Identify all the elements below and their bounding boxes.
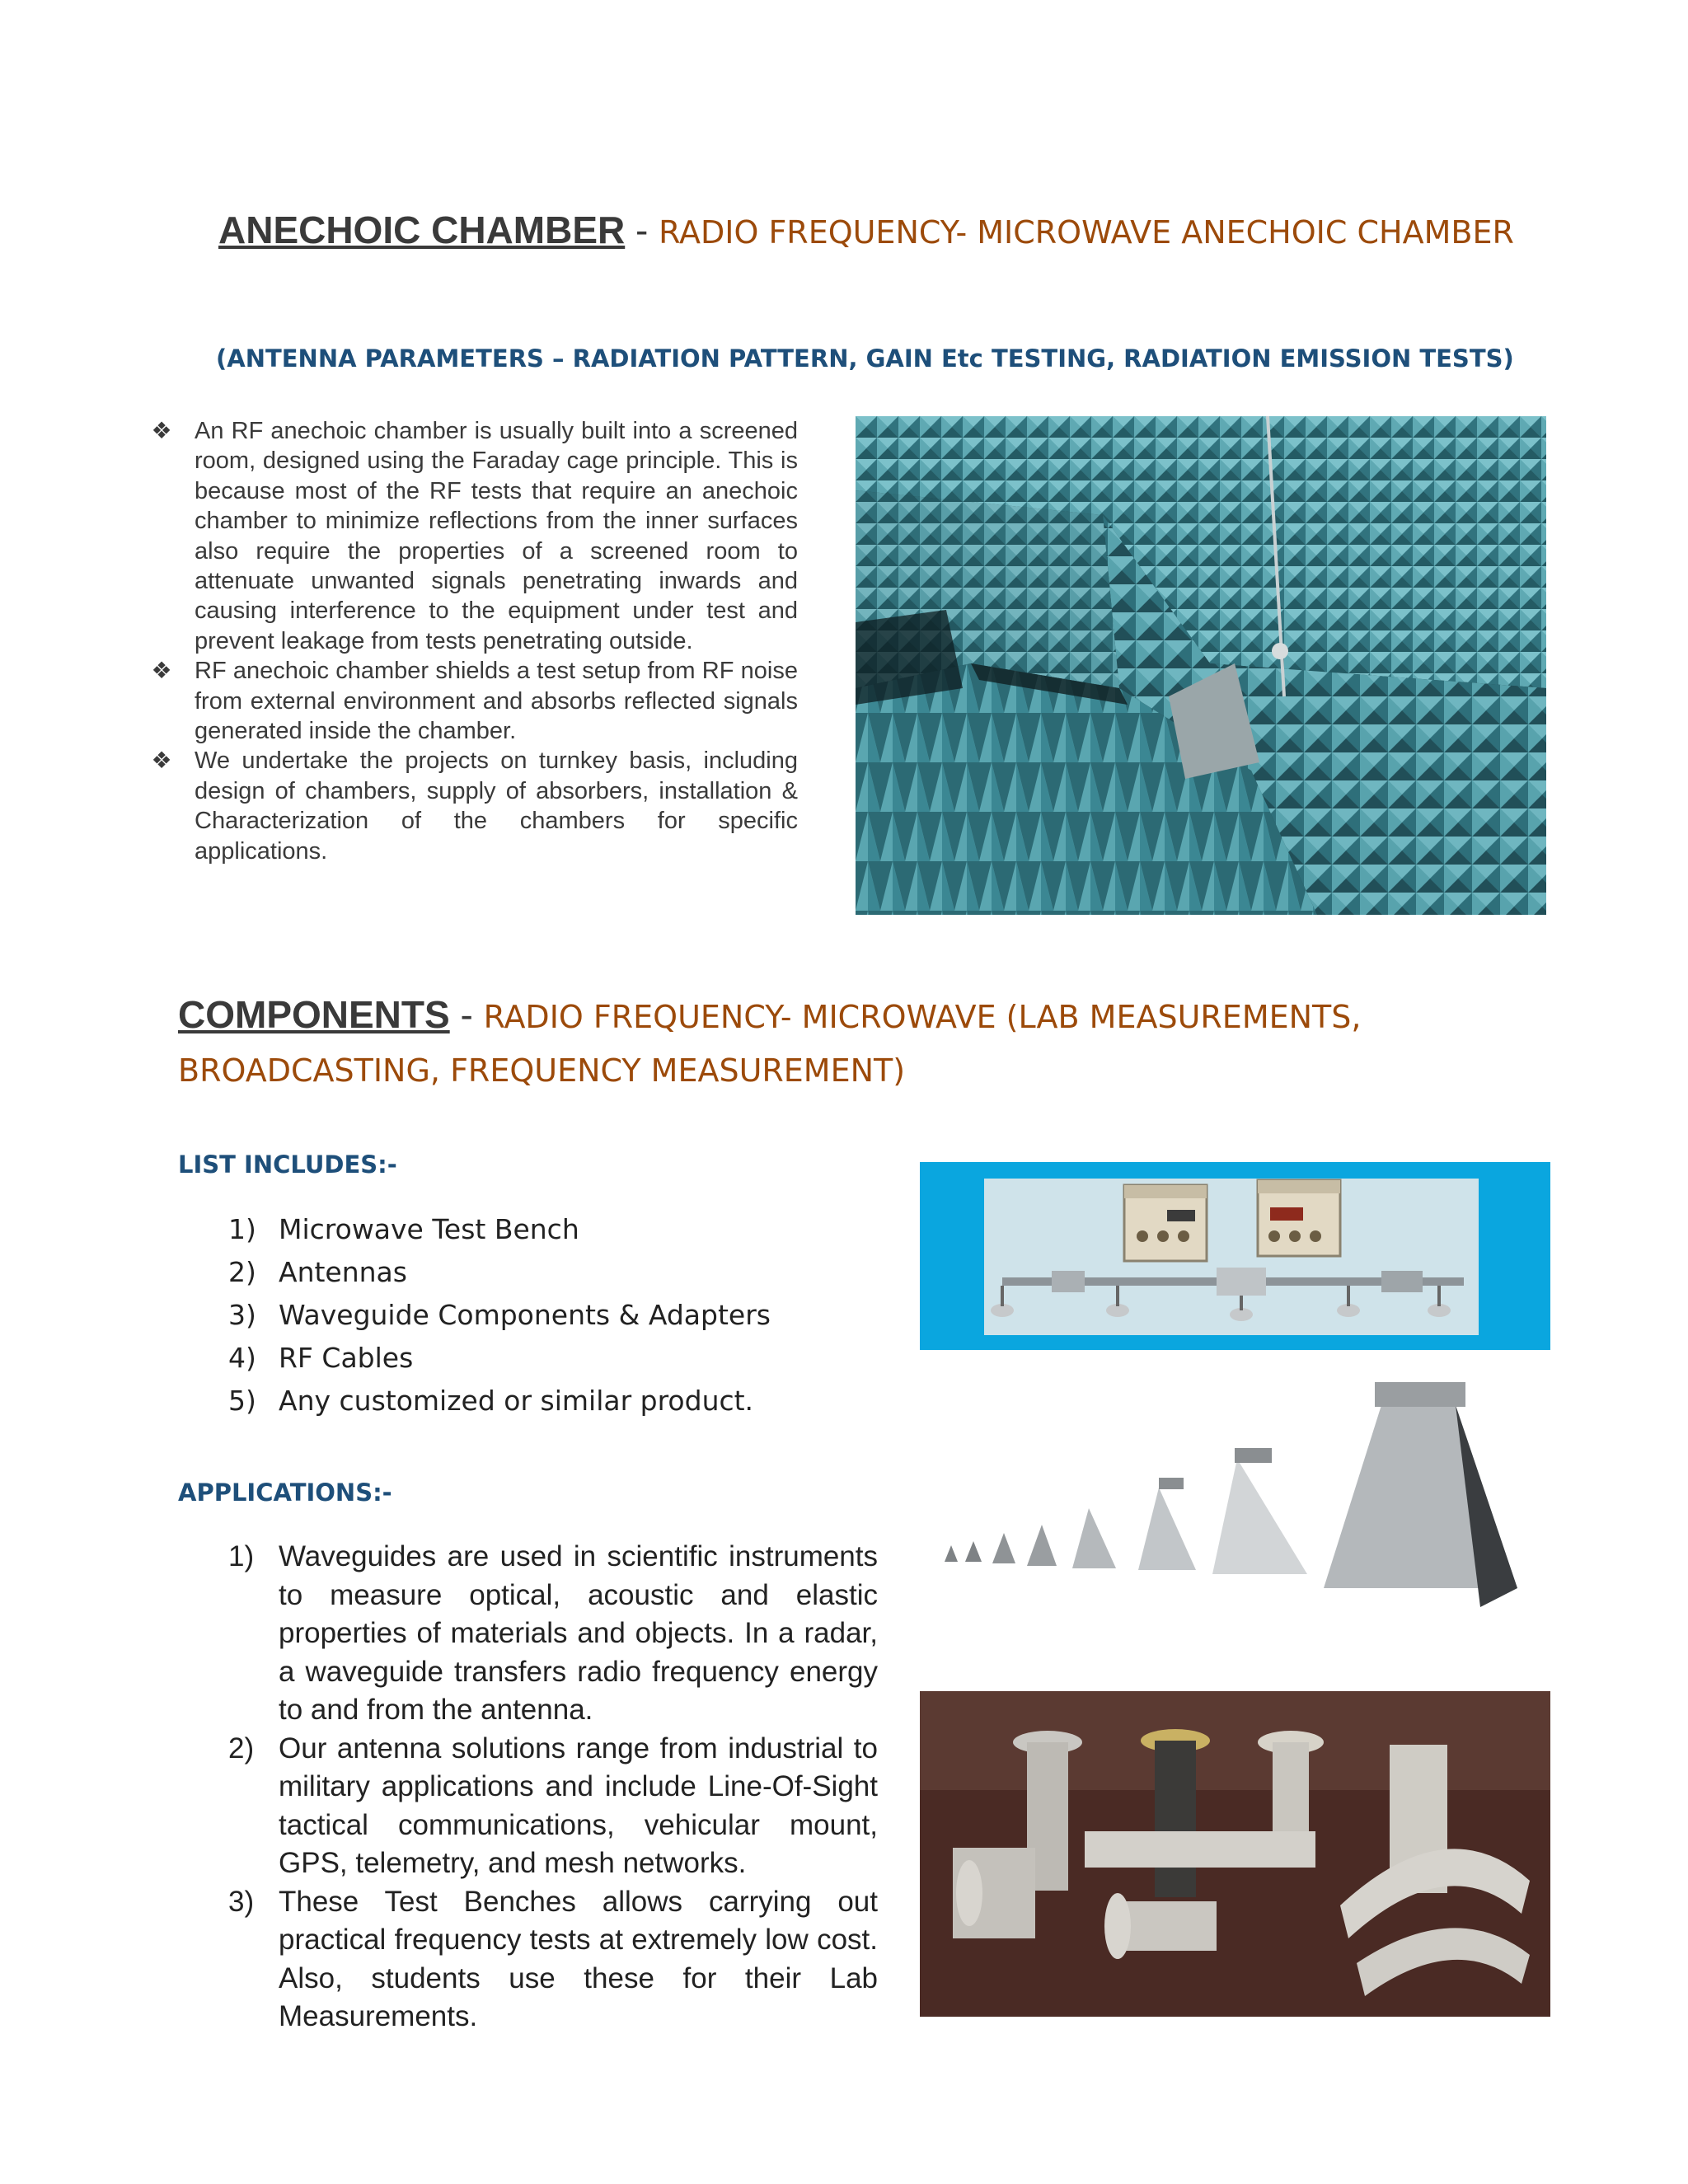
anechoic-bullet-list [147,416,798,866]
list-item: 5) Any customized or similar product. [228,1385,754,1417]
anechoic-title: ANECHOIC CHAMBER [218,209,626,251]
bullet-item: ❖ We undertake the projects on turnkey basis, including design of chambers, supply of absorbers, installation & Characterization of the chambers for specific applications. [147,746,798,866]
bullet-item: ❖ RF anechoic chamber shields a test setup from RF noise from external environment and absorbs reflected signals generated inside the chamber. [147,656,798,746]
list-item: 2) Antennas [228,1256,407,1288]
list-includes-label: LIST INCLUDES:- [178,1151,397,1179]
list-item: 4) RF Cables [228,1342,414,1374]
waveguide-components-photo [920,1691,1550,2017]
list-item: 3) These Test Benches allows carrying out practical frequency tests at extremely low cost. Also, students use these for their Lab Measurements. [228,1885,878,2032]
list-item: 1) Waveguides are used in scientific instruments to measure optical, acoustic and elastic properties of materials and objects. In a radar, a waveguide transfers radio frequency energy to and from the antenna. [228,1540,878,1726]
applications-list [218,1538,878,2036]
list-item: 2) Our antenna solutions range from industrial to military applications and include Line-Of-Sight tactical communications, vehicular mount, GPS, telemetry, and mesh networks. [228,1732,878,1879]
components-subtitle: RADIO FREQUENCY- MICROWAVE (LAB MEASUREMENTS, BROADCASTING, FREQUENCY MEASUREMENT) [178,999,1362,1089]
anechoic-subtitle: RADIO FREQUENCY- MICROWAVE ANECHOIC CHAMBER [659,214,1514,251]
diamond-bullet-icon: ❖ [151,658,172,684]
anechoic-chamber-photo [856,416,1546,915]
list-item: 1) Microwave Test Bench [228,1213,579,1245]
anechoic-heading: ANECHOIC CHAMBER - RADIO FREQUENCY- MICROWAVE ANECHOIC CHAMBER [218,209,1514,251]
list-item: 3) Waveguide Components & Adapters [228,1299,771,1331]
bullet-item: ❖ An RF anechoic chamber is usually built into a screened room, designed using the Faraday cage principle. This is because most of the RF tests that require an anechoic chamber to minimize reflections from the inner surfaces also require the properties of a screened room to attenuate unwanted signals penetrating inwards and causing interference to the equipment under test and prevent leakage from tests penetrating outside. [147,416,798,656]
diamond-bullet-icon: ❖ [151,418,172,443]
horn-antennas-photo [920,1372,1550,1611]
components-title: COMPONENTS [178,993,450,1036]
components-heading: COMPONENTS - RADIO FREQUENCY- MICROWAVE (LAB MEASUREMENTS, BROADCASTING, FREQUENCY MEASUREMENT) [178,993,1362,1089]
microwave-test-bench-photo [920,1162,1550,1350]
components-list [218,1208,878,1422]
applications-label: APPLICATIONS:- [178,1479,392,1507]
diamond-bullet-icon: ❖ [151,748,172,774]
anechoic-parenthetical: (ANTENNA PARAMETERS – RADIATION PATTERN, GAIN Etc TESTING, RADIATION EMISSION TESTS) [216,344,1514,373]
